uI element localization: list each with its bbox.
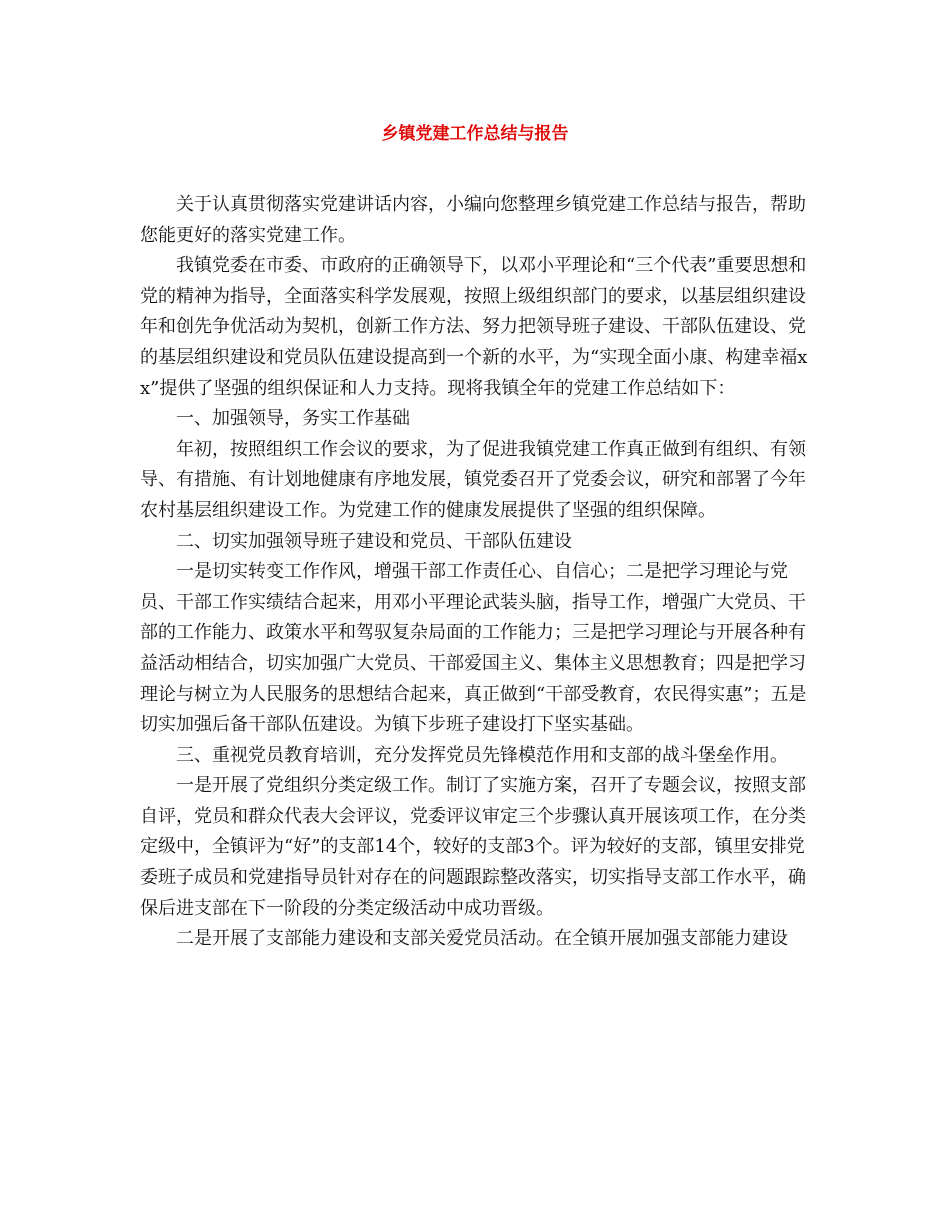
paragraph-intro: 关于认真贯彻落实党建讲话内容，小编向您整理乡镇党建工作总结与报告，帮助您能更好的落实党建工作。 <box>140 194 806 246</box>
document-body <box>140 190 817 955</box>
paragraph-section-1: 年初，按照组织工作会议的要求，为了促进我镇党建工作真正做到有组织、有领导、有措施、有计划地健康有序地发展，镇党委召开了党委会议，研究和部署了今年农村基层组织建设工作。为党建工作的健康发展提供了坚强的组织保障。 <box>140 438 806 521</box>
page-title: 乡镇党建工作总结与报告 <box>381 124 569 144</box>
paragraph-section-3-a: 一是开展了党组织分类定级工作。制订了实施方案，召开了专题会议，按照支部自评，党员和群众代表大会评议，党委评议审定三个步骤认真开展该项工作，在分类定级中，全镇评为“好”的支部14个，较好的支部3个。评为较好的支部，镇里安排党委班子成员和党建指导员针对存在的问题跟踪整改落实，切实指导支部工作水平，确保后进支部在下一阶段的分类定级活动中成功晋级。 <box>140 775 806 919</box>
paragraph-section-3-b: 二是开展了支部能力建设和支部关爱党员活动。在全镇开展加强支部能力建设 <box>176 928 788 950</box>
section-heading-2: 二、切实加强领导班子建设和党员、干部队伍建设 <box>176 530 572 552</box>
paragraph-overview: 我镇党委在市委、市政府的正确领导下，以邓小平理论和“三个代表”重要思想和党的精神为指导，全面落实科学发展观，按照上级组织部门的要求，以基层组织建设年和创先争优活动为契机，创新工作方法、努力把领导班子建设、干部队伍建设、党的基层组织建设和党员队伍建设提高到一个新的水平，为“实现全面小康、构建幸福xx”提供了坚强的组织保证和人力支持。现将我镇全年的党建工作总结如下： <box>140 255 808 399</box>
section-heading-3: 三、重视党员教育培训，充分发挥党员先锋模范作用和支部的战斗堡垒作用。 <box>176 744 788 766</box>
paragraph-section-2: 一是切实转变工作作风，增强干部工作责任心、自信心；二是把学习理论与党员、干部工作实绩结合起来，用邓小平理论武装头脑，指导工作，增强广大党员、干部的工作能力、政策水平和驾驭复杂局面的工作能力；三是把学习理论与开展各种有益活动相结合，切实加强广大党员、干部爱国主义、集体主义思想教育；四是把学习理论与树立为人民服务的思想结合起来，真正做到“干部受教育，农民得实惠”；五是切实加强后备干部队伍建设。为镇下步班子建设打下坚实基础。 <box>140 561 807 736</box>
section-heading-1: 一、加强领导，务实工作基础 <box>176 408 410 430</box>
